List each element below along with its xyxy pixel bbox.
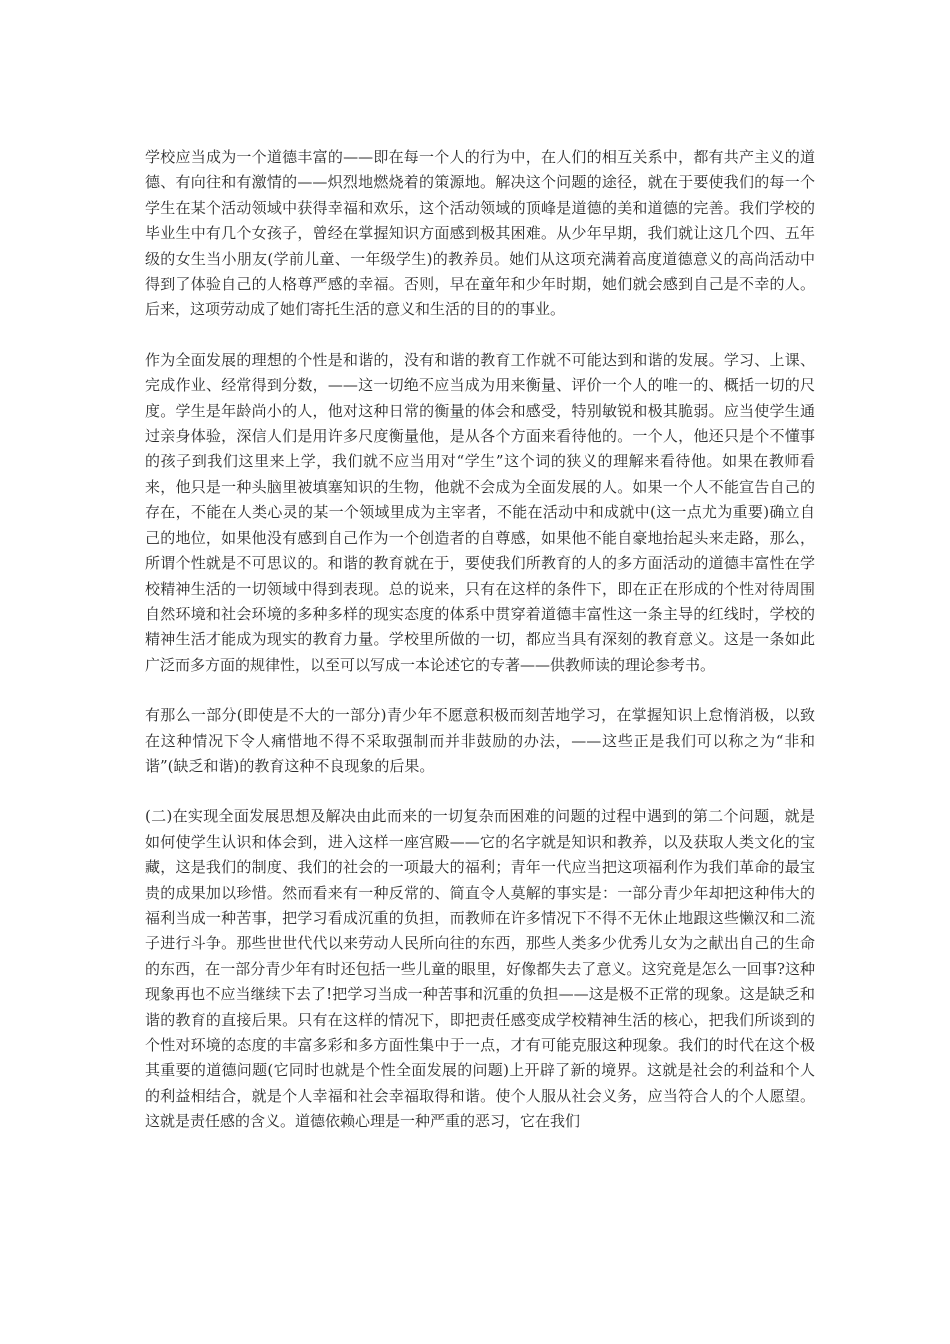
paragraph-second-problem: (二)在实现全面发展思想及解决由此而来的一切复杂而困难的问题的过程中遇到的第二个问题，就是如何使学生认识和体会到，进入这样一座宫殿——它的名字就是知识和教养，以及获取人类文化的宝藏，这是我们的制度、我们的社会的一项最大的福利；青年一代应当把这项福利作为我们革命的最宝贵的成果加以珍惜。然而看来有一种反常的、简直令人莫解的事实是：一部分青少年却把这种伟大的福利当成一种苦事，把学习看成沉重的负担，而教师在许多情况下不得不无休止地跟这些懒汉和二流子进行斗争。那些世世代代以来劳动人民所向往的东西，那些人类多少优秀儿女为之献出自己的生命的东西，在一部分青少年有时还包括一些儿童的眼里，好像都失去了意义。这究竟是怎么一回事?这种现象再也不应当继续下去了!把学习当成一种苦事和沉重的负担——这是极不正常的现象。这是缺乏和谐的教育的直接后果。只有在这样的情况下，即把责任感变成学校精神生活的核心，把我们所谈到的个性对环境的态度的丰富多彩和多方面性集中于一点，才有可能克服这种现象。我们的时代在这个极其重要的道德问题(它同时也就是个性全面发展的问题)上开辟了新的境界。这就是社会的利益和个人的利益相结合，就是个人幸福和社会幸福取得和谐。使个人服从社会义务，应当符合人的个人愿望。这就是责任感的含义。道德依赖心理是一种严重的恶习，它在我们: [145, 807, 815, 1131]
paragraph-non-harmonious-education: 有那么一部分(即使是不大的一部分)青少年不愿意积极而刻苦地学习，在掌握知识上怠惰消极，以致在这种情况下令人痛惜地不得不采取强制而并非鼓励的办法，——这些正是我们可以称之为“非和谐”(缺乏和谐)的教育这种不良现象的后果。: [145, 706, 815, 775]
document-page: [145, 145, 815, 1160]
paragraph-moral-education: 学校应当成为一个道德丰富的——即在每一个人的行为中，在人们的相互关系中，都有共产主义的道德、有向往和有激情的——炽烈地燃烧着的策源地。解决这个问题的途径，就在于要使我们的每一个学生在某个活动领域中获得幸福和欢乐，这个活动领域的顶峰是道德的美和道德的完善。我们学校的毕业生中有几个女孩子，曾经在掌握知识方面感到极其困难。从少年早期，我们就让这几个四、五年级的女生当小朋友(学前儿童、一年级学生)的教养员。她们从这项充满着高度道德意义的高尚活动中得到了体验自己的人格尊严感的幸福。否则，早在童年和少年时期，她们就会感到自己是不幸的人。后来，这项劳动成了她们寄托生活的意义和生活的目的的事业。: [145, 148, 815, 319]
paragraph-harmonious-development: 作为全面发展的理想的个性是和谐的，没有和谐的教育工作就不可能达到和谐的发展。学习、上课、完成作业、经常得到分数，——这一切绝不应当成为用来衡量、评价一个人的唯一的、概括一切的尺度。学生是年龄尚小的人，他对这种日常的衡量的体会和感受，特别敏锐和极其脆弱。应当使学生通过亲身体验，深信人们是用许多尺度衡量他，是从各个方面来看待他的。一个人，他还只是个不懂事的孩子到我们这里来上学，我们就不应当用对“学生”这个词的狭义的理解来看待他。如果在教师看来，他只是一种头脑里被填塞知识的生物，他就不会成为全面发展的人。如果一个人不能宣告自己的存在，不能在人类心灵的某一个领域里成为主宰者，不能在活动中和成就中(这一点尤为重要)确立自己的地位，如果他没有感到自己作为一个创造者的自尊感，如果他不能自豪地抬起头来走路，那么，所谓个性就是不可思议的。和谐的教育就在于，要使我们所教育的人的多方面活动的道德丰富性在学校精神生活的一切领域中得到表现。总的说来，只有在这样的条件下，即在正在形成的个性对待周围自然环境和社会环境的多种多样的现实态度的体系中贯穿着道德丰富性这一条主导的红线时，学校的精神生活才能成为现实的教育力量。学校里所做的一切，都应当具有深刻的教育意义。这是一条如此广泛而多方面的规律性，以至可以写成一本论述它的专著——供教师读的理论参考书。: [145, 350, 815, 674]
